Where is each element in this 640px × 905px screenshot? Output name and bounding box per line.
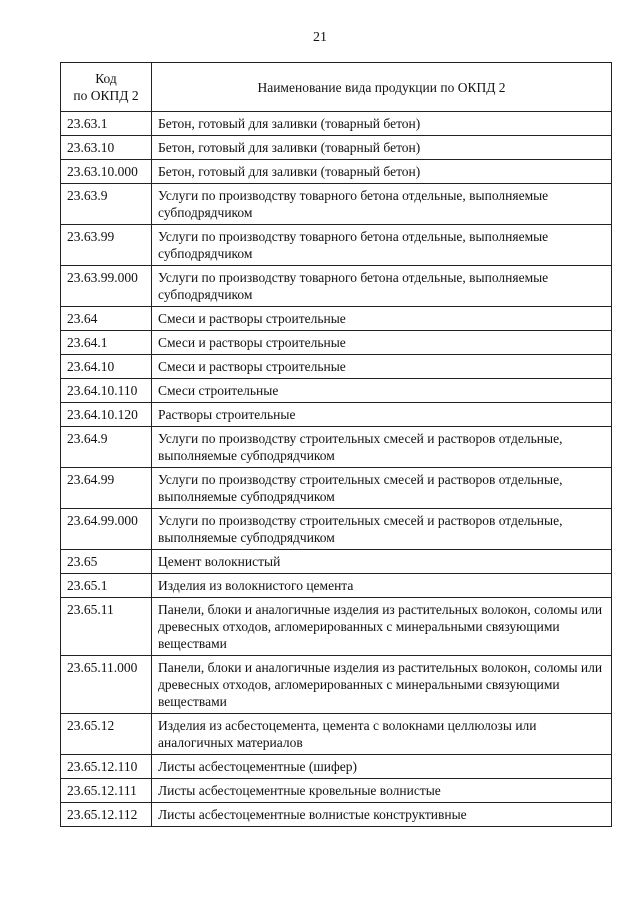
page-number: 21 [313, 30, 327, 45]
table-row [61, 403, 612, 427]
okpd-code-cell: 23.65.12 [61, 714, 152, 755]
product-name-cell: Листы асбестоцементные (шифер) [152, 755, 612, 779]
table-row [61, 574, 612, 598]
okpd-code-cell: 23.64.99 [61, 468, 152, 509]
okpd-code-cell: 23.63.1 [61, 112, 152, 136]
okpd-code-cell: 23.63.10.000 [61, 160, 152, 184]
okpd-code-cell: 23.63.9 [61, 184, 152, 225]
product-name-cell: Услуги по производству строительных смесей и растворов отдельные, выполняемые субподрядчиком [152, 468, 612, 509]
okpd-code-cell: 23.65.11 [61, 598, 152, 656]
table-row [61, 379, 612, 403]
table-row [61, 550, 612, 574]
table-row [61, 803, 612, 827]
table-row [61, 331, 612, 355]
table-row [61, 656, 612, 714]
product-name-cell: Бетон, готовый для заливки (товарный бетон) [152, 112, 612, 136]
table-row [61, 714, 612, 755]
table-body [61, 112, 612, 827]
product-name-cell: Цемент волокнистый [152, 550, 612, 574]
column-header-code [61, 63, 152, 112]
okpd-code-cell: 23.63.99.000 [61, 266, 152, 307]
product-name-cell: Панели, блоки и аналогичные изделия из растительных волокон, соломы или древесных отходов, агломерированных с минеральными связующими веществами [152, 598, 612, 656]
okpd-code-cell: 23.63.99 [61, 225, 152, 266]
okpd-code-cell: 23.65.12.111 [61, 779, 152, 803]
okpd-code-cell: 23.65.1 [61, 574, 152, 598]
product-name-cell: Изделия из волокнистого цемента [152, 574, 612, 598]
table-row [61, 307, 612, 331]
okpd-code-cell: 23.64.10 [61, 355, 152, 379]
product-name-cell: Смеси и растворы строительные [152, 331, 612, 355]
table-row [61, 468, 612, 509]
product-name-cell: Панели, блоки и аналогичные изделия из растительных волокон, соломы или древесных отходов, агломерированных с минеральными связующими веществами [152, 656, 612, 714]
table-row [61, 427, 612, 468]
table-row [61, 225, 612, 266]
product-name-cell: Растворы строительные [152, 403, 612, 427]
okpd-code-cell: 23.64.9 [61, 427, 152, 468]
okpd-code-cell: 23.64 [61, 307, 152, 331]
column-header-name: Наименование вида продукции по ОКПД 2 [152, 63, 612, 112]
table-row [61, 779, 612, 803]
product-name-cell: Листы асбестоцементные волнистые конструктивные [152, 803, 612, 827]
okpd-code-cell: 23.65 [61, 550, 152, 574]
okpd-code-cell: 23.65.11.000 [61, 656, 152, 714]
column-header-code-line1: Код [95, 71, 117, 86]
table-row [61, 509, 612, 550]
product-name-cell: Бетон, готовый для заливки (товарный бетон) [152, 136, 612, 160]
product-name-cell: Листы асбестоцементные кровельные волнистые [152, 779, 612, 803]
product-name-cell: Бетон, готовый для заливки (товарный бетон) [152, 160, 612, 184]
table-row [61, 184, 612, 225]
product-name-cell: Смеси и растворы строительные [152, 355, 612, 379]
table-row [61, 598, 612, 656]
table-row [61, 266, 612, 307]
product-name-cell: Изделия из асбестоцемента, цемента с волокнами целлюлозы или аналогичных материалов [152, 714, 612, 755]
table-row [61, 136, 612, 160]
table-row [61, 755, 612, 779]
product-name-cell: Смеси строительные [152, 379, 612, 403]
product-name-cell: Услуги по производству товарного бетона отдельные, выполняемые субподрядчиком [152, 184, 612, 225]
column-header-code-line2: по ОКПД 2 [73, 88, 139, 103]
product-name-cell: Услуги по производству товарного бетона отдельные, выполняемые субподрядчиком [152, 225, 612, 266]
okpd-code-cell: 23.65.12.112 [61, 803, 152, 827]
okpd-code-cell: 23.64.1 [61, 331, 152, 355]
okpd-code-cell: 23.63.10 [61, 136, 152, 160]
table-row [61, 160, 612, 184]
table-row [61, 355, 612, 379]
product-name-cell: Услуги по производству строительных смесей и растворов отдельные, выполняемые субподрядчиком [152, 509, 612, 550]
product-name-cell: Смеси и растворы строительные [152, 307, 612, 331]
okpd-table [60, 62, 612, 827]
product-name-cell: Услуги по производству товарного бетона отдельные, выполняемые субподрядчиком [152, 266, 612, 307]
okpd-code-cell: 23.64.10.110 [61, 379, 152, 403]
table-header-row [61, 63, 612, 112]
table-row [61, 112, 612, 136]
okpd-code-cell: 23.65.12.110 [61, 755, 152, 779]
okpd-code-cell: 23.64.10.120 [61, 403, 152, 427]
okpd-code-cell: 23.64.99.000 [61, 509, 152, 550]
product-name-cell: Услуги по производству строительных смесей и растворов отдельные, выполняемые субподрядчиком [152, 427, 612, 468]
